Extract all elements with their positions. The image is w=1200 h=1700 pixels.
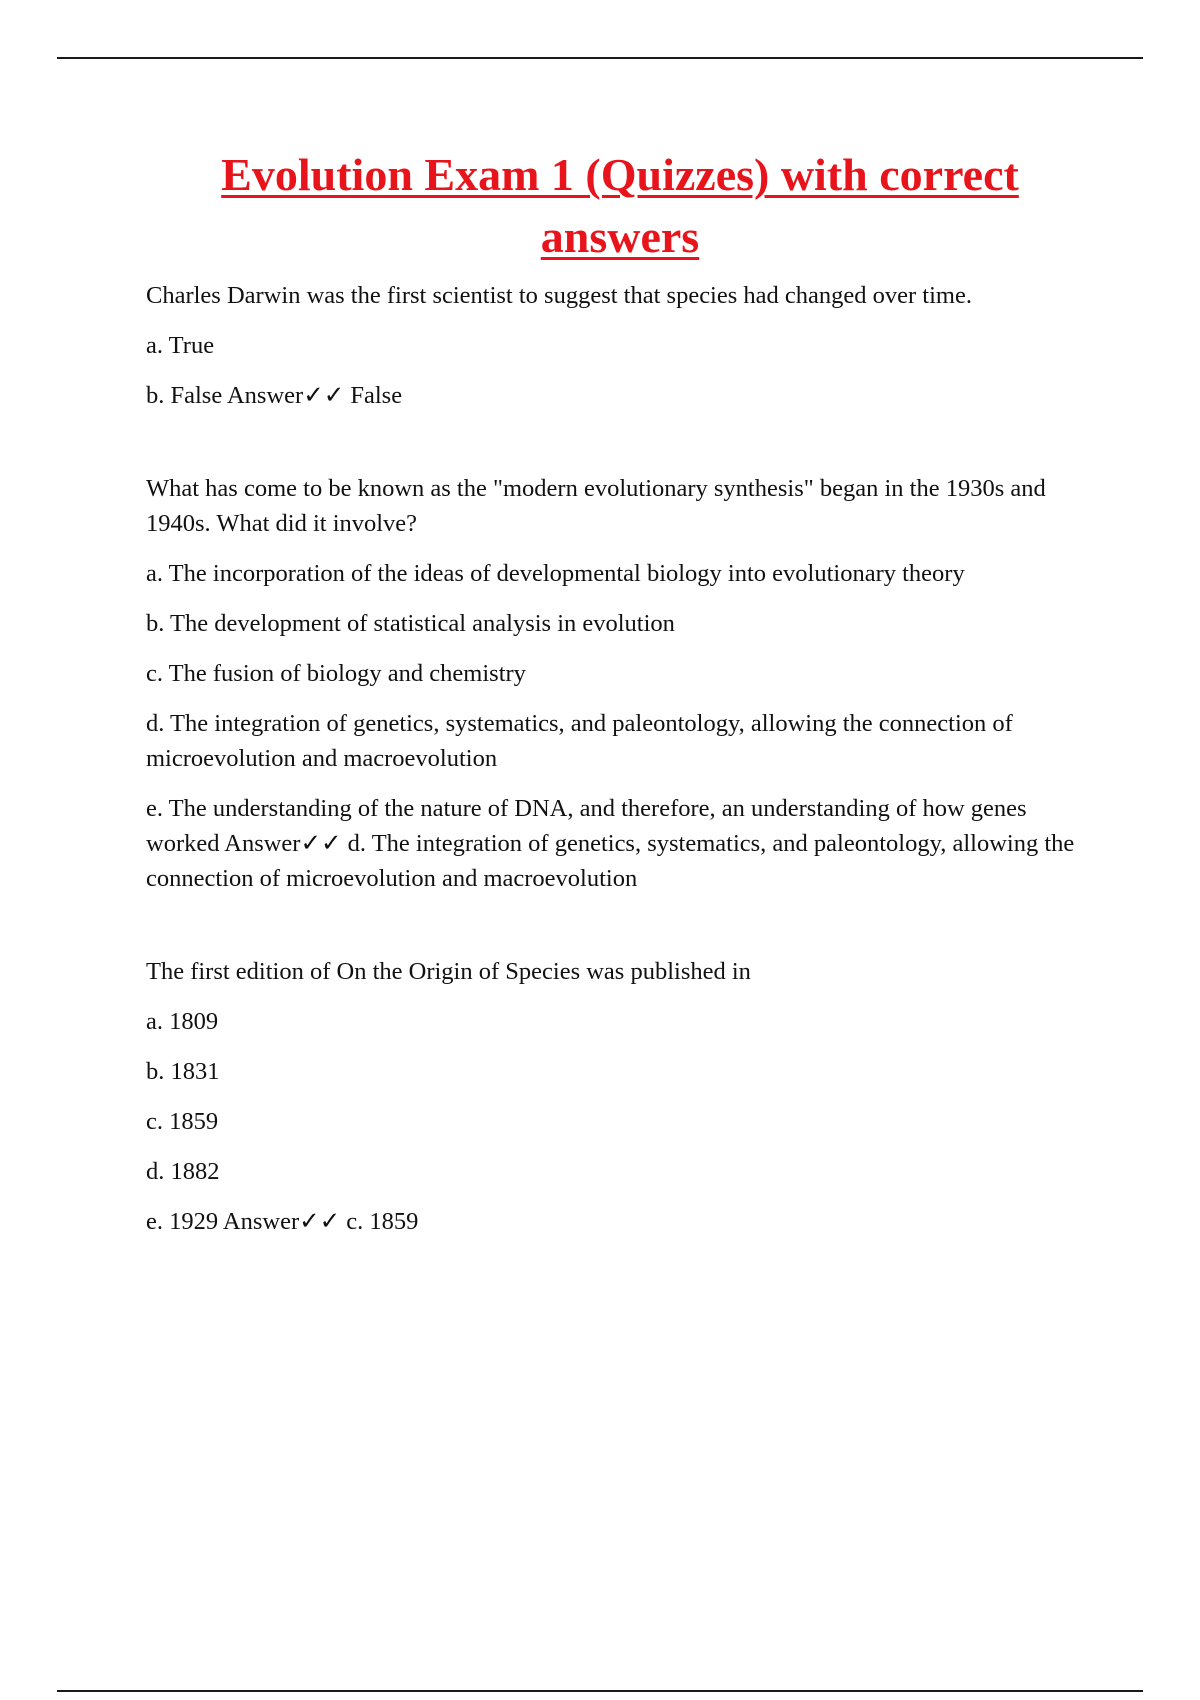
answer-option: a. The incorporation of the ideas of developmental biology into evolutionary theory xyxy=(146,560,965,587)
question-3 xyxy=(146,954,1076,1239)
question-1 xyxy=(146,278,1076,413)
quiz-content xyxy=(146,278,1076,1297)
answer-option: d. The integration of genetics, systematics, and paleontology, allowing the connection of microevolution and macroevolution xyxy=(146,710,1013,772)
answer-option: b. False Answer✓✓ False xyxy=(146,382,403,409)
answer-option: a. True xyxy=(146,332,215,359)
answer-option: a. 1809 xyxy=(146,1008,219,1035)
answer-option: b. The development of statistical analysis in evolution xyxy=(146,610,675,637)
question-text: Charles Darwin was the first scientist to suggest that species had changed over time. xyxy=(146,282,972,309)
question-text: What has come to be known as the "modern evolutionary synthesis" began in the 1930s and 1940s. What did it involve? xyxy=(146,475,1046,537)
question-text: The first edition of On the Origin of Species was published in xyxy=(146,958,751,985)
answer-option: c. The fusion of biology and chemistry xyxy=(146,660,526,687)
question-2 xyxy=(146,471,1076,896)
answer-option: b. 1831 xyxy=(146,1058,220,1085)
page-title: Evolution Exam 1 (Quizzes) with correct answers xyxy=(221,149,1019,262)
answer-option: e. 1929 Answer✓✓ c. 1859 xyxy=(146,1208,419,1235)
answer-option: d. 1882 xyxy=(146,1158,220,1185)
answer-option: e. The understanding of the nature of DNA, and therefore, an understanding of how genes worked Answer✓✓ d. The integration of genetics, systematics, and paleontology, allowing the connection of microevolution and macroevolution xyxy=(146,795,1075,892)
answer-option: c. 1859 xyxy=(146,1108,219,1135)
bottom-rule xyxy=(57,1690,1143,1692)
top-rule xyxy=(57,57,1143,59)
